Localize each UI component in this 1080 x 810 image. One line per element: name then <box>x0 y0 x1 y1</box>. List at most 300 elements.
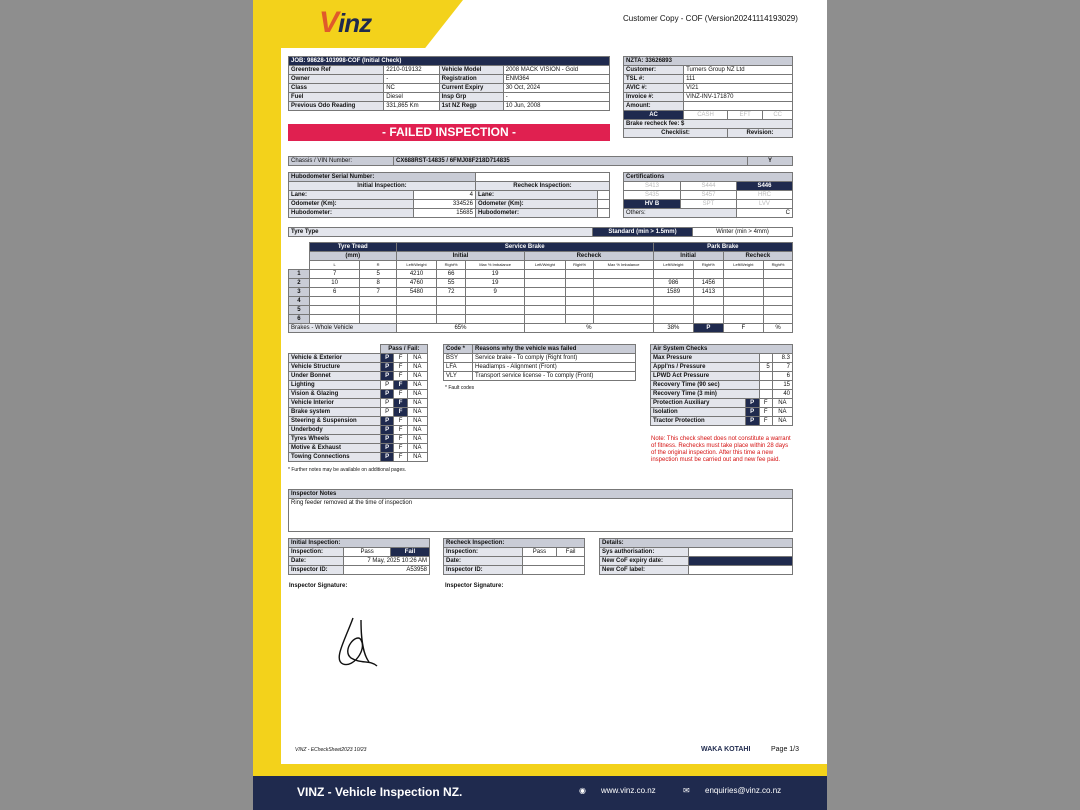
recheck-date-label: Date: <box>444 557 523 566</box>
pass-cell: P <box>380 381 394 390</box>
whole-park-value: 38% <box>653 324 693 333</box>
air-title: Air System Checks <box>651 345 793 354</box>
recheck-fail: Fail <box>557 548 585 557</box>
brake-cell <box>694 306 724 315</box>
initial-inspection-table <box>288 538 430 575</box>
disclaimer-note: Note: This check sheet does not constitute a warrant of fitness. Rechecks must take place within 28 days of the original inspection. After this time a new inspection must be carried out and new fee paid. <box>651 436 791 463</box>
details-table <box>599 538 793 575</box>
whole-recheck-value: % <box>525 324 653 333</box>
air-na: NA <box>772 399 792 408</box>
pass-cell: P <box>380 354 394 363</box>
fail-cell: F <box>394 399 407 408</box>
brake-cell <box>360 297 396 306</box>
brake-cell: 19 <box>466 270 525 279</box>
axle-number: 2 <box>289 279 310 288</box>
passfail-item: Vision & Glazing <box>289 390 381 399</box>
brake-cell <box>723 270 763 279</box>
pass-cell: P <box>380 426 394 435</box>
fault-reason: Service brake - To comply (Right front) <box>473 354 636 363</box>
cert-cell: S413 <box>624 182 681 191</box>
na-cell: NA <box>407 426 427 435</box>
air-value-b: 8.3 <box>772 354 792 363</box>
footer-web-icon: ◉ <box>579 786 586 795</box>
job-cell: Diesel <box>384 93 439 102</box>
brake-subheader: L <box>309 261 360 270</box>
hubo-initial: Initial Inspection: <box>289 182 476 191</box>
job-cell: ENM364 <box>503 75 609 84</box>
brake-cell <box>309 315 360 324</box>
fail-cell: F <box>394 354 407 363</box>
brake-cell <box>360 315 396 324</box>
brake-cell <box>396 315 436 324</box>
air-label: Appl'ns / Pressure <box>651 363 760 372</box>
initial-id-value: A53958 <box>344 566 430 575</box>
passfail-item: Underbody <box>289 426 381 435</box>
fault-codes-footnote: * Fault codes <box>445 385 475 391</box>
brake-cell <box>723 306 763 315</box>
fail-cell: F <box>394 453 407 462</box>
checklist: Checklist: <box>624 129 728 138</box>
brake-cell: 5 <box>360 270 396 279</box>
lane-label: Lane: <box>289 191 414 200</box>
air-value-b: 7 <box>772 363 792 372</box>
air-value-a <box>759 381 772 390</box>
whole-service-value: 65% <box>396 324 524 333</box>
brake-cell: 7 <box>309 270 360 279</box>
axle-number: 4 <box>289 297 310 306</box>
passfail-item: Vehicle Structure <box>289 363 381 372</box>
failed-inspection-banner: - FAILED INSPECTION - <box>288 124 610 141</box>
footer-web[interactable]: www.vinz.co.nz <box>601 786 656 795</box>
chassis-label: Chassis / VIN Number: <box>289 157 394 166</box>
cert-cell: HRC <box>736 191 792 200</box>
certs-others-value: C <box>736 209 792 218</box>
brake-cell <box>525 297 565 306</box>
brake-cell: 72 <box>437 288 466 297</box>
nzta-label: AVIC #: <box>624 84 684 93</box>
brake-cell <box>764 297 793 306</box>
job-cell: 30 Oct, 2024 <box>503 84 609 93</box>
pass-cell: P <box>380 453 394 462</box>
pass-cell: P <box>380 363 394 372</box>
brake-cell <box>653 306 693 315</box>
brake-cell <box>309 297 360 306</box>
footer-email[interactable]: enquiries@vinz.co.nz <box>705 786 782 795</box>
na-cell: NA <box>407 417 427 426</box>
fail-cell: F <box>394 417 407 426</box>
job-cell: NC <box>384 84 439 93</box>
brake-cell <box>396 306 436 315</box>
brake-cell <box>653 315 693 324</box>
brakes-table <box>288 242 793 333</box>
axle-number: 3 <box>289 288 310 297</box>
revision: Revision: <box>728 129 793 138</box>
waka-kotahi-logo: WAKA KOTAHI <box>701 746 751 753</box>
tyre-type-label: Tyre Type <box>289 228 593 237</box>
air-value-a: 5 <box>759 363 772 372</box>
tread-unit-header: (mm) <box>309 252 396 261</box>
brake-cell: 4760 <box>396 279 436 288</box>
brake-cell <box>653 270 693 279</box>
certifications-table <box>623 172 793 218</box>
brake-subheader: Right% <box>437 261 466 270</box>
passfail-item: Tyres Wheels <box>289 435 381 444</box>
brake-cell <box>525 288 565 297</box>
cert-cell: S444 <box>680 182 736 191</box>
chassis-flag: Y <box>748 157 793 166</box>
job-cell: - <box>503 93 609 102</box>
initial-title: Initial Inspection: <box>289 539 430 548</box>
job-cell: Current Expiry <box>439 84 503 93</box>
brake-cell <box>525 315 565 324</box>
job-cell: 1st NZ Regp <box>439 102 503 111</box>
job-cell: - <box>384 75 439 84</box>
brake-cell: 8 <box>360 279 396 288</box>
whole-park-recheck: % <box>764 324 793 333</box>
hubodometer-table <box>288 172 610 218</box>
brake-cell: 4210 <box>396 270 436 279</box>
nzta-value: 111 <box>684 75 793 84</box>
brake-cell <box>594 306 653 315</box>
na-cell: NA <box>407 453 427 462</box>
brake-cell: 9 <box>466 288 525 297</box>
brake-cell <box>764 279 793 288</box>
cert-cell: SPT <box>680 200 736 209</box>
brake-subheader: Right% <box>764 261 793 270</box>
tyre-type-table <box>288 227 793 237</box>
pay-cash: CASH <box>684 111 728 120</box>
initial-date-label: Date: <box>289 557 344 566</box>
park-initial-header: Initial <box>653 252 723 261</box>
yellow-side-band <box>253 0 281 770</box>
brake-cell <box>565 279 594 288</box>
brake-cell: 66 <box>437 270 466 279</box>
brake-cell <box>764 270 793 279</box>
job-cell: 331,865 Km <box>384 102 439 111</box>
air-label: LPWD Act Pressure <box>651 372 760 381</box>
air-label: Max Pressure <box>651 354 760 363</box>
nzta-title: NZTA: 33626893 <box>624 57 793 66</box>
na-cell: NA <box>407 408 427 417</box>
brake-cell <box>437 306 466 315</box>
fail-cell: F <box>394 372 407 381</box>
service-brake-header: Service Brake <box>396 243 653 252</box>
recheck-signature-label: Inspector Signature: <box>445 583 504 589</box>
hub-value: 15685 <box>414 209 476 218</box>
fault-code: BSY <box>444 354 473 363</box>
air-pf-label: Isolation <box>651 408 746 417</box>
tyre-winter: Winter (min > 4mm) <box>693 228 793 237</box>
brake-cell: 7 <box>360 288 396 297</box>
brake-cell <box>309 306 360 315</box>
nzta-label: Customer: <box>624 66 684 75</box>
brake-cell: 1456 <box>694 279 724 288</box>
brake-cell <box>565 270 594 279</box>
passfail-item: Steering & Suspension <box>289 417 381 426</box>
copy-version-label: Customer Copy - COF (Version20241114193029) <box>623 14 798 23</box>
pass-cell: P <box>380 408 394 417</box>
na-cell: NA <box>407 381 427 390</box>
nzta-label: TSL #: <box>624 75 684 84</box>
notes-title: Inspector Notes <box>289 490 793 499</box>
air-na: NA <box>772 408 792 417</box>
brake-cell <box>525 279 565 288</box>
pass-fail-title: Pass / Fail: <box>380 345 427 354</box>
brake-cell <box>594 288 653 297</box>
inspector-notes-table <box>288 489 793 532</box>
pass-cell: P <box>380 390 394 399</box>
brake-cell: 1413 <box>694 288 724 297</box>
odo-label: Odometer (Km): <box>289 200 414 209</box>
passfail-item: Towing Connections <box>289 453 381 462</box>
nzta-value: Turners Group NZ Ltd <box>684 66 793 75</box>
pay-cc: CC <box>763 111 793 120</box>
recheck-id-label: Inspector ID: <box>444 566 523 575</box>
job-title: JOB: 98628-103998-COF (Initial Check) <box>289 57 610 66</box>
vinz-logo: Vinz <box>319 6 372 39</box>
na-cell: NA <box>407 354 427 363</box>
air-value-b: 15 <box>772 381 792 390</box>
initial-signature-label: Inspector Signature: <box>289 583 348 589</box>
brake-cell <box>723 279 763 288</box>
air-pass: P <box>745 408 759 417</box>
brake-cell <box>466 306 525 315</box>
job-cell: 2210-019132 <box>384 66 439 75</box>
fault-code: LFA <box>444 363 473 372</box>
recheck-pass: Pass <box>522 548 557 557</box>
page-number: Page 1/3 <box>771 746 800 753</box>
axle-number: 1 <box>289 270 310 279</box>
brake-fee: Brake recheck fee: $ <box>624 120 793 129</box>
nzta-label: Invoice #: <box>624 93 684 102</box>
brake-cell <box>466 315 525 324</box>
air-pass: P <box>745 399 759 408</box>
park-brake-header: Park Brake <box>653 243 792 252</box>
whole-park-f: F <box>723 324 763 333</box>
whole-vehicle-label: Brakes - Whole Vehicle <box>289 324 397 333</box>
brake-cell <box>437 297 466 306</box>
initial-pass: Pass <box>344 548 391 557</box>
inspector-signature <box>331 610 391 670</box>
initial-date-value: 7 May, 2025 10:26 AM <box>344 557 430 566</box>
job-cell: Greentree Ref <box>289 66 384 75</box>
job-cell: Insp Grp <box>439 93 503 102</box>
passfail-item: Lighting <box>289 381 381 390</box>
brake-cell <box>437 315 466 324</box>
na-cell: NA <box>407 363 427 372</box>
chassis-value: CX688RST-14835 / 6FMJ08F218D714835 <box>394 157 748 166</box>
passfail-footnote: * Further notes may be available on additional pages. <box>288 467 407 473</box>
air-system-table <box>650 344 793 426</box>
brake-cell: 5480 <box>396 288 436 297</box>
air-label: Recovery Time (3 min) <box>651 390 760 399</box>
brake-subheader: Right% <box>565 261 594 270</box>
brake-cell <box>466 297 525 306</box>
brake-cell <box>565 297 594 306</box>
brake-cell <box>594 270 653 279</box>
nzta-table <box>623 56 793 138</box>
brake-cell <box>565 315 594 324</box>
job-cell: Vehicle Model <box>439 66 503 75</box>
brake-subheader: Left/Weight <box>723 261 763 270</box>
nzta-value <box>684 102 793 111</box>
footer-title: VINZ - Vehicle Inspection NZ. <box>297 785 463 799</box>
job-cell: Class <box>289 84 384 93</box>
fail-cell: F <box>394 363 407 372</box>
brake-cell: 6 <box>309 288 360 297</box>
air-value-b: 6 <box>772 372 792 381</box>
na-cell: NA <box>407 390 427 399</box>
fault-reason: Transport service license - To comply (Front) <box>473 372 636 381</box>
details-title: Details: <box>600 539 793 548</box>
pass-cell: P <box>380 372 394 381</box>
air-na: NA <box>772 417 792 426</box>
job-cell: Owner <box>289 75 384 84</box>
yellow-footer-band <box>253 764 827 776</box>
code-header: Code * <box>444 345 473 354</box>
recheck-inspection-table <box>443 538 585 575</box>
fault-reason: Headlamps - Alignment (Front) <box>473 363 636 372</box>
document-page <box>253 0 827 810</box>
fail-cell: F <box>394 408 407 417</box>
na-cell: NA <box>407 444 427 453</box>
cert-cell: S446 <box>736 182 792 191</box>
initial-id-label: Inspector ID: <box>289 566 344 575</box>
air-fail: F <box>759 408 772 417</box>
reason-header: Reasons why the vehicle was failed <box>473 345 636 354</box>
air-pf-label: Protection Auxiliary <box>651 399 746 408</box>
new-cof-label: New CoF label: <box>600 566 689 575</box>
park-recheck-header: Recheck <box>723 252 792 261</box>
fail-cell: F <box>394 381 407 390</box>
fail-cell: F <box>394 390 407 399</box>
pass-fail-table <box>288 344 428 462</box>
brake-subheader: Right% <box>694 261 724 270</box>
initial-insp-label: Inspection: <box>289 548 344 557</box>
pay-ac: AC <box>624 111 684 120</box>
brake-cell <box>764 315 793 324</box>
whole-park-p: P <box>694 324 724 333</box>
fail-cell: F <box>394 435 407 444</box>
sheet-version: VINZ - ECheckSheet2023 10/23 <box>295 747 367 753</box>
brake-cell: 986 <box>653 279 693 288</box>
pass-cell: P <box>380 417 394 426</box>
notes-text: Ring feeder removed at the time of inspection <box>289 499 793 532</box>
cert-cell: HV B <box>624 200 681 209</box>
brake-cell <box>525 270 565 279</box>
brake-subheader: Left/Weight <box>653 261 693 270</box>
reasons-table <box>443 344 636 381</box>
recheck-insp-label: Inspection: <box>444 548 523 557</box>
na-cell: NA <box>407 435 427 444</box>
job-cell: Registration <box>439 75 503 84</box>
brake-cell <box>565 306 594 315</box>
brake-cell: 55 <box>437 279 466 288</box>
pay-eft: EFT <box>728 111 763 120</box>
brake-cell <box>525 306 565 315</box>
pass-cell: P <box>380 444 394 453</box>
air-fail: F <box>759 417 772 426</box>
passfail-item: Vehicle & Exterior <box>289 354 381 363</box>
pass-cell: P <box>380 435 394 444</box>
brake-cell <box>396 297 436 306</box>
brake-subheader: R <box>360 261 396 270</box>
passfail-item: Under Bonnet <box>289 372 381 381</box>
brake-cell <box>723 315 763 324</box>
brake-cell: 19 <box>466 279 525 288</box>
job-cell: 10 Jun, 2008 <box>503 102 609 111</box>
air-value-a <box>759 390 772 399</box>
air-fail: F <box>759 399 772 408</box>
new-cof-expiry: New CoF expiry date: <box>600 557 689 566</box>
job-table <box>288 56 610 111</box>
brake-subheader: Left/Weight <box>396 261 436 270</box>
brake-cell <box>723 297 763 306</box>
nzta-value: VINZ-INV-171870 <box>684 93 793 102</box>
sys-authorisation: Sys authorisation: <box>600 548 689 557</box>
brake-cell <box>565 288 594 297</box>
axle-number: 6 <box>289 315 310 324</box>
brake-cell <box>594 315 653 324</box>
cert-cell: S435 <box>624 191 681 200</box>
hubo-recheck: Recheck Inspection: <box>475 182 609 191</box>
brake-cell: 1589 <box>653 288 693 297</box>
chassis-table <box>288 156 793 166</box>
brake-cell <box>653 297 693 306</box>
brake-cell <box>594 297 653 306</box>
odo-value: 334526 <box>414 200 476 209</box>
certs-title: Certifications <box>624 173 793 182</box>
brake-subheader: Max % Imbalance <box>594 261 653 270</box>
brake-cell <box>694 297 724 306</box>
initial-fail: Fail <box>390 548 429 557</box>
axle-number: 5 <box>289 306 310 315</box>
recheck-hub-label: Hubodometer: <box>475 209 597 218</box>
passfail-item: Brake system <box>289 408 381 417</box>
air-pf-label: Tractor Protection <box>651 417 746 426</box>
fail-cell: F <box>394 426 407 435</box>
brake-cell <box>694 315 724 324</box>
recheck-lane-label: Lane: <box>475 191 597 200</box>
na-cell: NA <box>407 372 427 381</box>
brake-cell <box>723 288 763 297</box>
hub-label: Hubodometer: <box>289 209 414 218</box>
brake-cell <box>694 270 724 279</box>
footer-bar <box>253 776 827 810</box>
certs-others: Others: <box>624 209 737 218</box>
na-cell: NA <box>407 399 427 408</box>
recheck-title: Recheck Inspection: <box>444 539 585 548</box>
lane-value: 4 <box>414 191 476 200</box>
fail-cell: F <box>394 444 407 453</box>
service-recheck-header: Recheck <box>525 252 653 261</box>
footer-email-icon: ✉ <box>683 786 690 795</box>
tyre-tread-header: Tyre Tread <box>309 243 396 252</box>
tyre-standard: Standard (min > 1.5mm) <box>593 228 693 237</box>
air-label: Recovery Time (90 sec) <box>651 381 760 390</box>
brake-cell: 10 <box>309 279 360 288</box>
brake-cell <box>764 288 793 297</box>
air-value-b: 40 <box>772 390 792 399</box>
brake-cell <box>764 306 793 315</box>
fault-code: VLY <box>444 372 473 381</box>
cert-cell: S457 <box>680 191 736 200</box>
brake-cell <box>360 306 396 315</box>
recheck-odo-label: Odometer (Km): <box>475 200 597 209</box>
job-cell: Fuel <box>289 93 384 102</box>
nzta-label: Amount: <box>624 102 684 111</box>
service-initial-header: Initial <box>396 252 524 261</box>
